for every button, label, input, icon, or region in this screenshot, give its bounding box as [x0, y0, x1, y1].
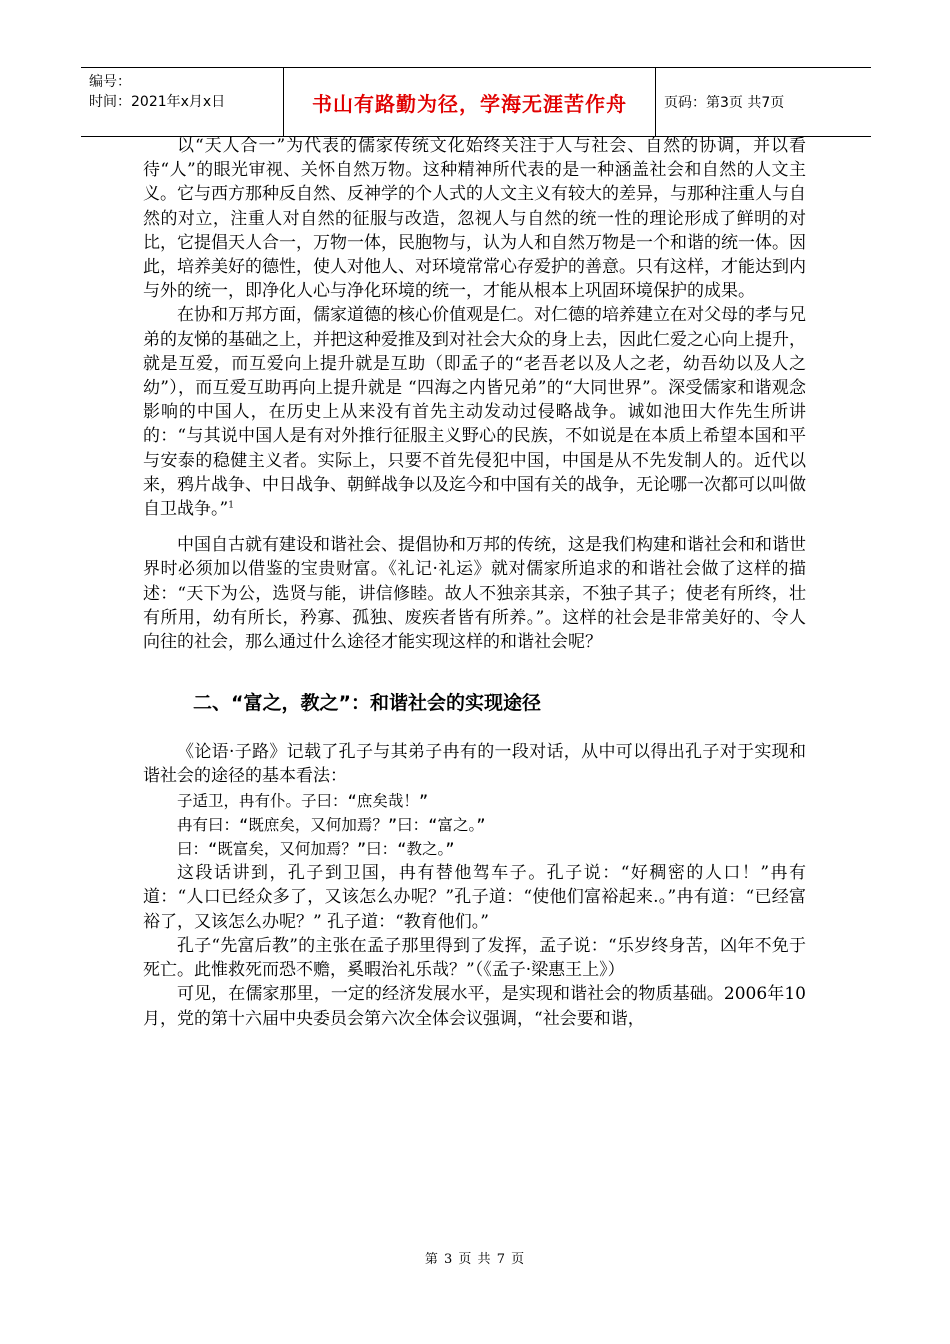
paragraph-conclusion: 可见，在儒家那里，一定的经济发展水平，是实现和谐社会的物质基础。2006年10月，党的第十六届中央委员会第六次全体会议强调，“社会要和谐， [143, 984, 806, 1029]
page-footer: 第 3 页 共 7 页 [424, 1252, 526, 1267]
paragraph-harmony-nations-text: 在协和万邦方面，儒家道德的核心价值观是仁。对仁德的培养建立在对父母的孝与兄弟的友悌的基础之上，并把这种爱推及到对社会大众的身上去，因此仁爱之心向上提升，就是互爱，而互爱向上提升就是互助（即孟子的“老吾老以及人之老，幼吾幼以及人之幼”），而互爱互助再向上提升就是 “四海之内皆兄弟”的“大同世界”。深受儒家和谐观念影响的中国人，在历史上从来没有首先主动发动过侵略战争。诚如池田大作先生所讲的：“与其说中国人是有对外推行征服主义野心的民族，不如说是在本质上希望本国和平与安泰的稳健主义者。实际上，只要不首先侵犯中国，中国是从不先发制人的。近代以来，鸦片战争、中日战争、朝鲜战争以及迄今和中国有关的战争，无论哪一次都可以叫做自卫战争。” [143, 305, 806, 520]
footnote-mark: 1 [228, 500, 234, 511]
quote-line: 曰：“既富矣，又何加焉？”曰：“教之。” [177, 840, 455, 859]
header-page-info: 页码：第3页 共7页 [664, 95, 785, 111]
paragraph-translation: 这段话讲到，孔子到卫国，冉有替他驾车子。孔子说：“好稠密的人口！”冉有道：“人口已经众多了，又该怎么办呢？”孔子道：“使他们富裕起来.。”冉有道：“已经富裕了，又该怎么办呢？” 孔子道：“教育他们。” [143, 863, 806, 932]
paragraph-lunyu-zilu: 《论语·子路》记载了孔子与其弟子冉有的一段对话，从中可以得出孔子对于实现和谐社会的途径的基本看法： [143, 742, 806, 787]
quote-line: 冉有曰：“既庶矣，又何加焉？”曰：“富之。” [177, 815, 486, 834]
quote-line: 子适卫，冉有仆。子曰：“庶矣哉！” [177, 791, 429, 810]
page-header [81, 67, 871, 137]
section-heading: 二、“富之，教之”：和谐社会的实现途径 [193, 692, 541, 715]
paragraph-liji-liyun: 中国自古就有建设和谐社会、提倡协和万邦的传统，这是我们构建和谐社会和和谐世界时必须加以借鉴的宝贵财富。《礼记·礼运》就对儒家所追求的和谐社会做了这样的描述：“天下为公，选贤与能，讲信修睦。故人不独亲其亲，不独子其子；使老有所终，壮有所用，幼有所长，矜寡、孤独、废疾者皆有所养。”。这样的社会是非常美好的、令人向往的社会，那么通过什么途径才能实现这样的和谐社会呢？ [143, 535, 806, 653]
time-label: 时间：2021年x月x日 [89, 94, 226, 110]
header-motto: 书山有路勤为径，学海无涯苦作舟 [284, 68, 656, 136]
paragraph-mencius: 孔子“先富后教”的主张在孟子那里得到了发挥，孟子说：“乐岁终身苦，凶年不免于死亡。此惟救死而恐不赡，奚暇治礼乐哉？”（《孟子·梁惠王上》） [143, 935, 806, 981]
document-body [143, 134, 806, 1031]
header-meta [81, 68, 284, 136]
number-label: 编号： [89, 74, 131, 90]
paragraph-harmony-nations [143, 303, 806, 521]
paragraph-harmony-nature: 以“天人合一”为代表的儒家传统文化始终关注于人与社会、自然的协调，并以看待“人”的眼光审视、关怀自然万物。这种精神所代表的是一种涵盖社会和自然的人文主义。它与西方那种反自然、反神学的个人式的人文主义有较大的差异，与那种注重人与自然的对立，注重人对自然的征服与改造，忽视人与自然的统一性的理论形成了鲜明的对比，它提倡天人合一，万物一体，民胞物与，认为人和自然万物是一个和谐的统一体。因此，培养美好的德性，使人对他人、对环境常常心存爱护的善意。只有这样，才能达到内与外的统一，即净化人心与净化环境的统一，才能从根本上巩固环境保护的成果。 [143, 136, 806, 302]
